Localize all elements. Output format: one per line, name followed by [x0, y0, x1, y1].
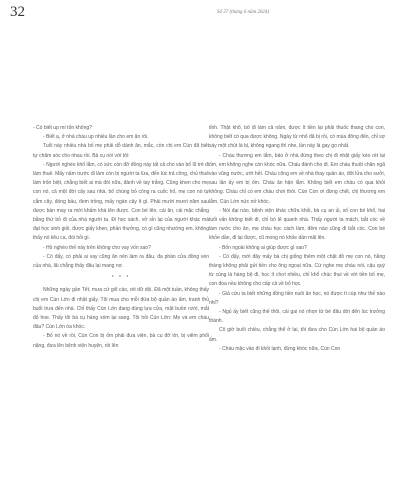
paragraph: tỉnh. Thật khổ, bố đi làm cả năm, được ít tiền lại phải thuốc thang cho con, không biết có qua được không. Ngày từ nhỏ đã bị rồi, có mùa đông đến, chỉ sợ sáy một chút là bị, không ngang thì nhe, lần này là gay go nhất.: [209, 125, 385, 150]
paragraph: - Ngủ ấy biết cũng thế thôi, cái gai nó nhọn từ bé đâu dời đến lúc trưởng thành.: [209, 309, 385, 325]
paragraph: - Bốn ngoài không ai giúp được gì sao?: [219, 244, 307, 251]
paragraph: - Nói đại nào, bệnh viện khác chữa khỏi, bà cụ an ủi, số con bé khổ, hai tuổi vấn không biết đi, chỉ bò lê quanh nhà. Thấy người ta mách, bắt cóc về làm nước cho ăn, mẹ cháu học cách làm, đêm nào cũng đi bắt cóc. Con bé khỏe dần, đi lại được, cũ mong nó khỏe dần mãi lên.: [209, 207, 385, 242]
paragraph: - Có đấy, có phải ai vay cũng ăn nên làm ra đâu, đa phần cửa đồng vén của nhà, lãi chẳng thấy đâu lại mang nợ.: [33, 253, 209, 270]
paragraph: - Cháu mặc vào đi khỏi lạnh, đừng khóc nữa, Cún Con: [219, 345, 341, 352]
right-column: [209, 124, 385, 354]
paragraph: - Cháu thương em lắm, bảo ở nhà đứng theo chị đi nhặt giấy kéo rét lại ốm, em không nghe còn khóc nữa. Cháu đánh cho đi. Em cháu thuột chân ngã vào vũng nước, ướt hết. Cháu cõng em về nhà thay quần áo, đốt lửa cho sưởi, sau lần ấy em bị ốm. Cháu ân hận lắm. Không biết em cháu có qua khỏi không. Cháu chỉ có em cháu chơi thôi. Cún Con ơi đừng chết, chị thương em lắm. Cún Lớn nức nở khóc.: [209, 152, 385, 205]
paragraph: - Có đấy, mới đây mấy bà chị giống thêm một chật đồ mẹ con nó, hằng tháng không phải gửi tiền cho ông ngoại nữa. Cứ nghe mẹ cháu nói, cậu quý từ cùng là hàng bộ đi, học ít chơi nhiều, chỉ khổ chúc thui về với tiền bố mẹ, con đoa nều không cho cấp cả về bỏ học.: [209, 253, 385, 288]
paragraph: - Hồ nghèo thế này trên không cho vay vốn sao?: [43, 244, 151, 251]
paragraph: - Giả cứu ta biết những đồng tiền nuôi ăn học, nó được tí cúp như thế nào nhỉ?: [209, 290, 385, 306]
paragraph: Cô giờ buổi chiều, chẳng thể ở lại, tôi đưa cho Cún Lớn hai bộ quần áo ấm.: [209, 327, 385, 343]
paragraph: Những ngày gần Tết, mưa cứ giổ cào, rét dữ dội. Đã một tuần, không thấy chị em Cún Lớn đi nhặt giấy. Tôi mua cho mỗi đứa bộ quần áo ấm, tranh thủ buổi trưa đến nhà. Chỉ thấy Cún Lớn đang dùng lựa cửa, mặt buồn rười, mắt đỏ hoe. Thấy tôi bà cụ hàng xóm lại sang. Tôi hỏi Cún Lớn: Mẹ và em cháu đâu? Cún Lớn òa khóc.: [33, 287, 209, 331]
paragraph: - Có biết up mí tốn không?: [33, 125, 92, 131]
paragraph: - Bố nó về rồi, Cún Con bị ốm phải đưa viện, bà cụ đỡ lời, bị viêm phổi nặng, đưa lên bệnh viện huyện, rồi lên: [33, 333, 209, 349]
left-column: [33, 124, 209, 351]
paragraph: Tuổi này nhiều nhà bố mẹ phải dỗ dành ăn, mắc, còn chị em Cún đã biết tự chăm sóc cho nhau rồi. Bà cụ nói với tôi:: [33, 143, 209, 159]
page-number: 32: [10, 4, 25, 20]
paragraph: - Người nghèo khổ lắm, có sức còn đỡ đồng này tất cả cho vào bố lũ trẻ đi làm thuê. Mấy năm trước đi làm còn bị người ta lừa, đến lúc trả công, chủ thuê làm trốn biệt, chẳng biết ai mà đòi nữa, đành về tay trắng. Cũng khen cho mẹ con nó, cả một đời cây sau nhà, bố chúng bỏ công ra cuốc hố, mẹ con nó tự cắm cây, đóng bầu, đem trồng, mấy ngàn cây ít gì. Phải mười mươi năm sau được bán may ra mới khấm khá lên được. Con bé lên, cái ăn, cái mặc chẳng bằng thứ bỏ đi của nhà người ta. Đi học sách, vở sỉn lại của người khác mà đạt học sinh giỏi, được giấy khen, phần thưởng, có gì cũng nhường em, không thấy nó kêu ca, đòi hỏi gì.: [33, 161, 209, 242]
section-divider: * * *: [111, 275, 131, 282]
issue-label: Số 37 (tháng 6 năm 2024): [217, 10, 270, 15]
paragraph: - Biết ạ, ở nhà cháu up nhiều lần cho em ăn rồi.: [43, 134, 149, 141]
